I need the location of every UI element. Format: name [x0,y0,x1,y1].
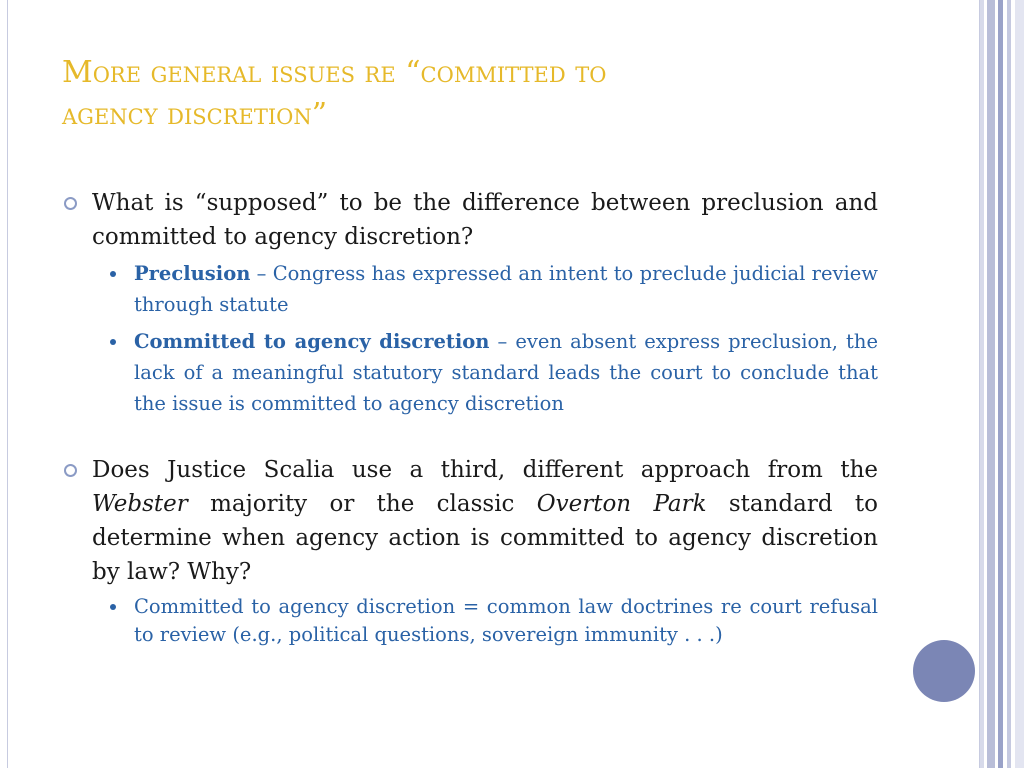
right-stripe-3 [998,0,1003,768]
bullet-2-part1: Does Justice Scalia use a third, different approach from the [92,457,878,483]
right-stripe-1 [980,0,984,768]
bullet-2-part3: standard to determine when agency action is committed to agency discretion by law? Why? [92,491,878,585]
right-stripe-4 [1007,0,1011,768]
sub-bullet-text: – Congress has expressed an intent to preclude judicial review through statute [134,262,878,316]
right-stripe-5 [1015,0,1024,768]
bullet-circle-icon [64,197,77,210]
sub-bullet-preclusion [92,258,878,320]
term-committed: Committed to agency discretion [134,330,490,353]
bullet-1-text: What is “supposed” to be the difference between preclusion and committed to agency discretion? [92,190,878,250]
sub-bullet-text: – even absent express preclusion, the lack of a meaningful statutory standard leads the court to conclude that the issue is committed to agency discretion [134,330,878,415]
decorative-circle [913,640,975,702]
bullet-2-part2: majority or the classic [187,491,537,517]
bullet-1 [62,186,878,254]
bullet-dot-icon [110,271,116,277]
slide-title [62,52,842,136]
sub-bullet-committed [92,326,878,419]
sub-bullet-text: Committed to agency discretion = common law doctrines re court refusal to review (e.g., political questions, sovereign immunity . . .) [134,595,878,646]
sub-bullet-common-law [92,593,878,649]
term-preclusion: Preclusion [134,262,251,285]
case-overton-park: Overton Park [536,491,707,517]
title-line-1: More general issues re “committed to [62,55,607,90]
right-stripe-2 [987,0,995,768]
bullet-2 [62,453,878,589]
bullet-circle-icon [64,464,77,477]
bullet-dot-icon [110,339,116,345]
bullet-dot-icon [110,604,116,610]
title-line-2: agency discretion” [62,97,328,132]
slide-body [62,186,878,649]
case-webster: Webster [92,491,188,517]
